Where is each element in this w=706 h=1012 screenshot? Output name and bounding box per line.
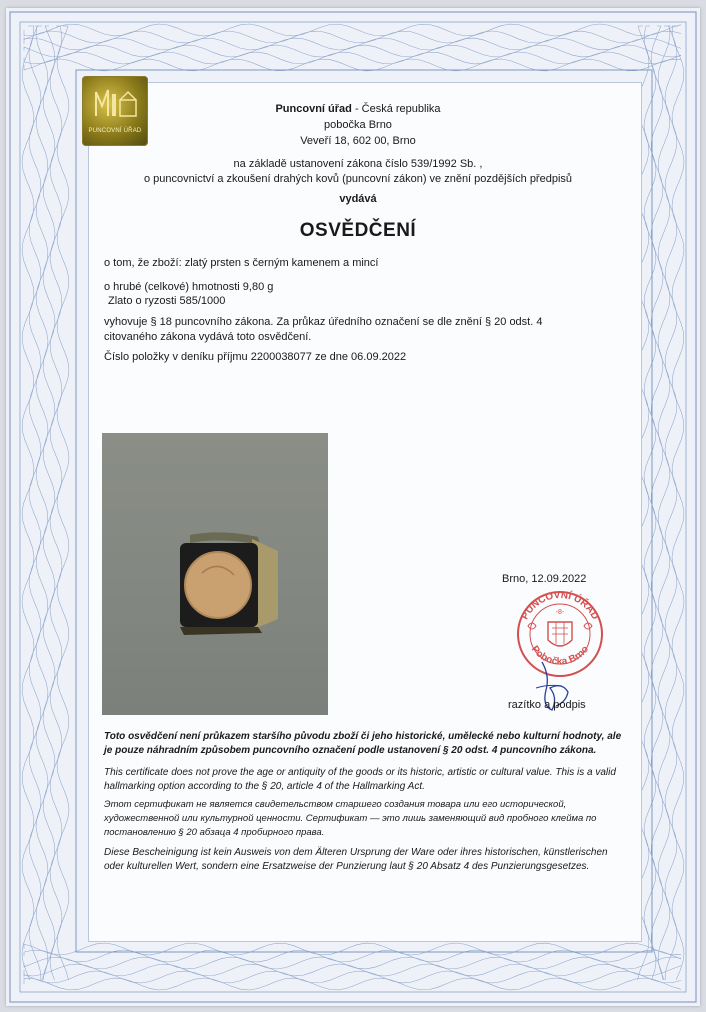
disclaimer-de: Diese Bescheinigung ist kein Ausweis von dem Älteren Ursprung der Ware oder ihres historischen, künstlerischen oder kulturellen Wert, sondern eine Ersatzweise der Punzierung laut § 20 Absatz 4 des Punzierungsgesetzes. bbox=[104, 847, 608, 872]
goods-weight: o hrubé (celkové) hmotnosti 9,80 g bbox=[104, 281, 274, 293]
certificate-title: OSVĚDČENÍ bbox=[299, 220, 417, 241]
signature-label: razítko a podpis bbox=[508, 699, 586, 711]
office-branch: pobočka Brno bbox=[324, 119, 392, 131]
issues-label: vydává bbox=[339, 193, 377, 205]
disclaimer-cs: Toto osvědčení není průkazem staršího původu zboží či jeho historické, umělecké nebo kulturní hodnoty, ale je pouze náhradním způsobem puncovního označení podle ustanovení § 20 odst. 4 puncovního zákona. bbox=[104, 731, 622, 756]
svg-text:Pobočka Brno: Pobočka Brno bbox=[528, 643, 592, 668]
disclaimer-en: This certificate does not prove the age or antiquity of the goods or its historic, artistic or cultural value. This is a valid hallmarking option according to the § 20, article 4 of the Hallmarking Act. bbox=[104, 767, 616, 792]
office-name: Puncovní úřad bbox=[275, 103, 352, 115]
register-entry: Číslo položky v deníku příjmu 2200038077 ze dne 06.09.2022 bbox=[104, 351, 407, 363]
svg-text:-8-: -8- bbox=[555, 609, 565, 616]
goods-description: o tom, že zboží: zlatý prsten s černým kamenem a mincí bbox=[104, 257, 379, 269]
office-heading bbox=[82, 102, 634, 116]
goods-fineness: Zlato o ryzosti 585/1000 bbox=[108, 295, 226, 307]
svg-text:PUNCOVNÍ ÚŘAD: PUNCOVNÍ ÚŘAD bbox=[519, 589, 601, 622]
office-address: Veveří 18, 602 00, Brno bbox=[300, 135, 416, 147]
office-country: - Česká republika bbox=[354, 103, 441, 115]
ring-photo bbox=[102, 433, 328, 715]
compliance-line-1: vyhovuje § 18 puncovního zákona. Za průkaz úředního označení se dle znění § 20 odst. 4 bbox=[104, 316, 543, 328]
place-date: Brno, 12.09.2022 bbox=[502, 573, 587, 585]
legal-basis-line-2: o puncovnictví a zkoušení drahých kovů (puncovní zákon) ve znění pozdějších předpisů bbox=[143, 173, 573, 185]
compliance-line-2: citovaného zákona vydává toto osvědčení. bbox=[104, 331, 312, 343]
disclaimer-ru: Этот сертификат не является свидетельством старшего создания товара или его исторической, художественной или культурной ценности. Сертификат — это лишь заменяющий вид пробного клейма по постановлению § 20 абзаца 4 пробирного права. bbox=[104, 799, 597, 838]
logo-text: PUNCOVNÍ ÚŘAD bbox=[88, 128, 142, 134]
legal-basis-line-1: na základě ustanovení zákona číslo 539/1992 Sb. , bbox=[233, 158, 483, 170]
